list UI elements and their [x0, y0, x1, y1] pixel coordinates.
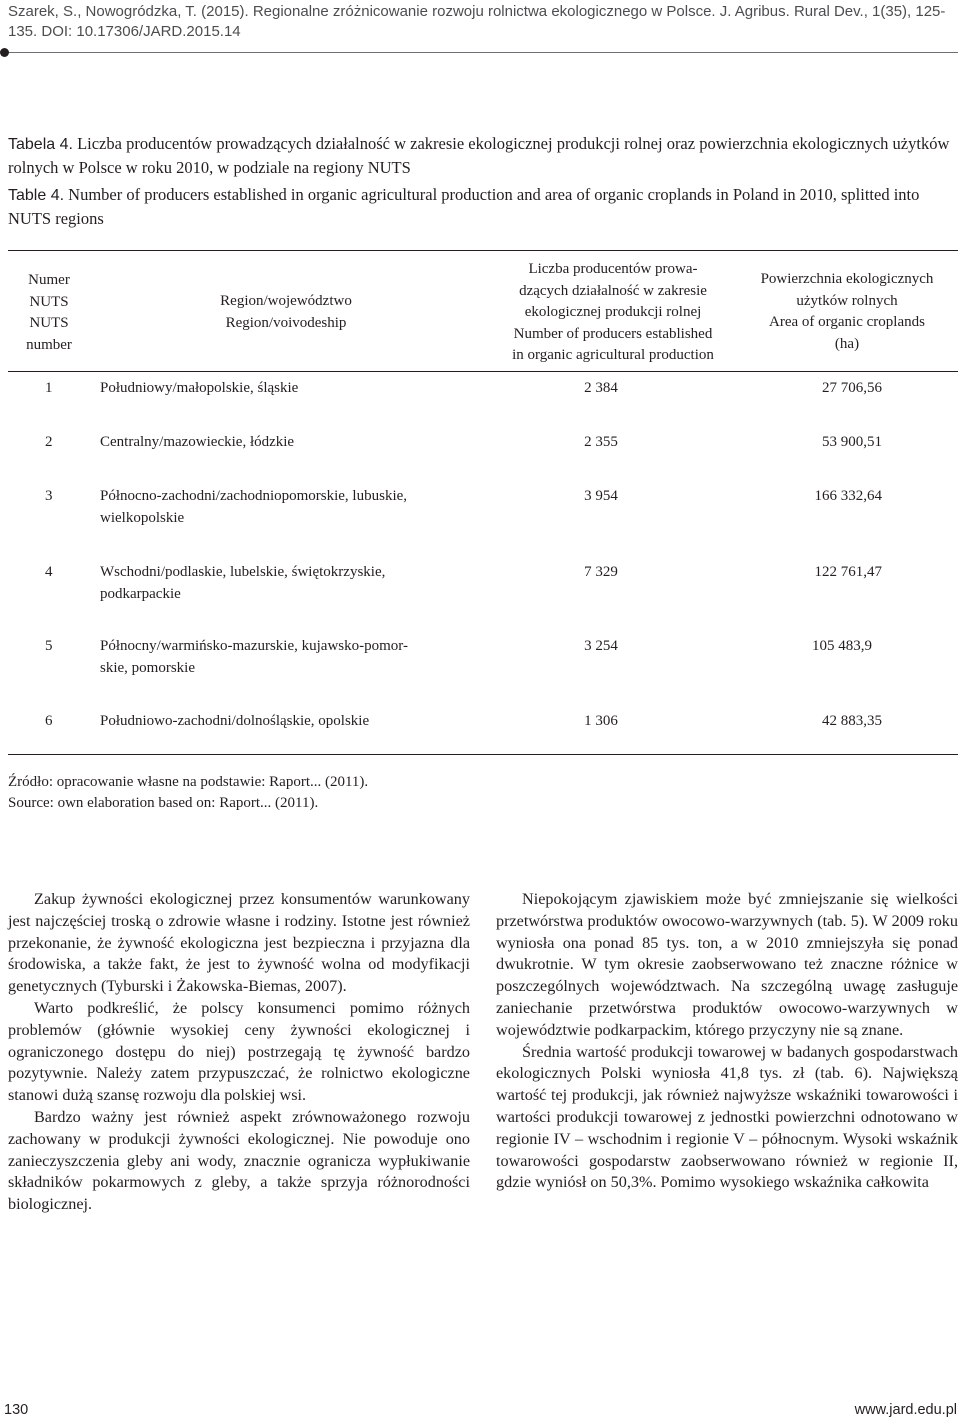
- header-region: [176, 291, 396, 334]
- row-number: 3: [45, 488, 53, 504]
- table-caption-en: [8, 184, 958, 230]
- region-line: wielkopolskie: [100, 510, 185, 526]
- row-region: [100, 710, 369, 732]
- paragraph: Zakup żywności ekologicznej przez konsumentów warunkowany jest najczęściej troską o zdrowie własne i rodziny. Istotne jest również przekonanie, że żywność ekologiczna jest bezpieczna i przyjazna dla środowiska, a także fakt, że jest to żywność wolna od modyfikacji genetycznych (Tyburski i Żakowska-Biemas, 2007).: [8, 890, 470, 996]
- row-region: [100, 431, 294, 453]
- header-line: (ha): [834, 335, 860, 352]
- header-rule: [4, 52, 958, 53]
- row-area: 122 761,47: [814, 564, 882, 580]
- row-number: 5: [45, 638, 53, 654]
- row-producers: 3 254: [584, 638, 618, 654]
- header-line: użytków rolnych: [796, 292, 898, 309]
- header-line: NUTS: [29, 293, 69, 310]
- citation-header: Szarek, S., Nowogródzka, T. (2015). Regionalne zróżnicowanie rozwoju rolnictwa ekologicznego w Polsce. J. Agribus. Rural Dev., 1(35), 125-135. DOI: 10.17306/JARD.2015.14: [8, 3, 946, 40]
- table-top-rule: [8, 250, 958, 251]
- row-area: 105 483,9: [812, 638, 872, 654]
- region-line: Centralny/mazowieckie, łódzkie: [100, 434, 295, 450]
- body-column-left: [8, 889, 470, 1216]
- page-number: 130: [4, 1402, 29, 1418]
- header-line: NUTS: [29, 315, 69, 331]
- row-region: [100, 377, 298, 399]
- paragraph: Warto podkreślić, że polscy konsumenci pomimo różnych problemów (głównie wysokiej ceny żywności ekologicznej i ograniczonego dostępu do niej) postrzegają tę żywność bardzo pozytywnie. Należy zatem przypuszczać, że rolnictwo ekologiczne stanowi dużą szansę rozwoju dla polskiej wsi.: [8, 998, 470, 1105]
- region-line: podkarpackie: [100, 586, 181, 602]
- caption-text-en: Number of producers established in organic agricultural production and area of organic croplands in Poland in 2010, splitted into NUTS regions: [8, 185, 920, 228]
- header-line: in organic agricultural production: [512, 347, 714, 363]
- header-line: Region/voivodeship: [225, 314, 347, 331]
- row-producers: 2 384: [584, 380, 618, 396]
- row-producers: 3 954: [584, 488, 618, 504]
- header-line: Number of producers established: [513, 325, 713, 342]
- region-line: Północno-zachodni/zachodniopomorskie, lubuskie,: [100, 488, 408, 504]
- row-number: 6: [45, 713, 53, 729]
- row-producers: 7 329: [584, 564, 618, 580]
- header-area: [734, 269, 960, 355]
- row-producers: 2 355: [584, 434, 618, 450]
- paragraph: Niepokojącym zjawiskiem może być zmniejszanie się wielkości przetwórstwa produktów owocowo-warzywnych (tab. 5). W 2009 roku wyniosła ona ponad 85 tys. ton, a w 2010 zmniejszyła się ponad dwukrotnie. W tym okresie zaobserwowano też znaczne różnice w poszczególnych województwach. Na szczególną uwagę zasługuje zaniechanie przetwórstwa produktów owocowo-warzywnych w województwie podkarpackim, którego przyczyny nie są znane.: [496, 890, 958, 1039]
- region-line: Południowy/małopolskie, śląskie: [100, 380, 299, 396]
- header-line: dzących działalność w zakresie: [519, 282, 707, 299]
- header-bullet-dot: [0, 48, 9, 57]
- region-line: Wschodni/podlaskie, lubelskie, świętokrzyskie,: [100, 564, 386, 580]
- header-line: Powierzchnia ekologicznych: [760, 271, 934, 287]
- header-line: Liczba producentów prowa-: [528, 261, 698, 277]
- row-area: 27 706,56: [822, 380, 882, 396]
- region-line: Północny/warmińsko-mazurskie, kujawsko-pomor-: [100, 638, 408, 654]
- row-region: [100, 635, 408, 679]
- caption-text-pl: Liczba producentów prowadzących działalność w zakresie ekologicznej produkcji rolnej oraz powierzchnia ekologicznych użytków rolnych w Polsce w roku 2010, w podziale na regiony NUTS: [8, 134, 950, 177]
- row-producers: 1 306: [584, 713, 618, 729]
- body-column-right: [496, 889, 958, 1194]
- source-line-pl: Źródło: opracowanie własne na podstawie: Raport... (2011).: [8, 774, 369, 790]
- header-line: ekologicznej produkcji rolnej: [524, 304, 702, 320]
- header-line: Area of organic croplands: [769, 314, 925, 330]
- paragraph: Bardzo ważny jest również aspekt zrównoważonego rozwoju zachowany w produkcji żywności ekologicznej. Nie powoduje ono zanieczyszczenia gleby ani wody, znacznie ogranicza wypłukiwanie składników pokarmowych z gleby, a także sprzyja różnorodności biologicznej.: [8, 1107, 470, 1214]
- header-producers: [480, 259, 746, 367]
- header-line: Numer: [28, 272, 70, 288]
- header-line: Region/województwo: [220, 293, 352, 309]
- table-header-rule: [8, 371, 958, 372]
- source-line-en: Source: own elaboration based on: Raport... (2011).: [8, 795, 319, 811]
- row-region: [100, 485, 407, 529]
- journal-website: www.jard.edu.pl: [854, 1402, 957, 1418]
- caption-label-pl: Tabela 4.: [8, 136, 73, 153]
- row-area: 53 900,51: [822, 434, 882, 450]
- header-line: number: [26, 336, 72, 353]
- table-caption-pl: [8, 133, 958, 179]
- row-number: 4: [45, 564, 53, 580]
- row-region: [100, 561, 385, 605]
- paragraph: Średnia wartość produkcji towarowej w badanych gospodarstwach ekologicznych Polski wyniosła 41,8 tys. zł (tab. 6). Największą wartość tej produkcji, jak również najwyższe wskaźniki towarowości i wartości produkcji towarowej z jednostki powierzchni odnotowano w regionie IV – wschodnim i regionie V – północnym. Wysoki wskaźnik towarowości gospodarstw zaobserwowano również w regionie II, gdzie wyniósł on 50,3%. Pomimo wysokiego wskaźnika całkowita: [496, 1042, 958, 1192]
- header-nuts-number: [8, 270, 90, 356]
- region-line: Południowo-zachodni/dolnośląskie, opolskie: [100, 713, 370, 729]
- row-area: 42 883,35: [822, 713, 882, 729]
- table-source: [8, 772, 368, 814]
- caption-label-en: Table 4.: [8, 187, 65, 204]
- row-area: 166 332,64: [814, 488, 882, 504]
- row-number: 1: [45, 380, 53, 396]
- row-number: 2: [45, 434, 53, 450]
- region-line: skie, pomorskie: [100, 660, 195, 676]
- table-bottom-rule: [8, 754, 958, 755]
